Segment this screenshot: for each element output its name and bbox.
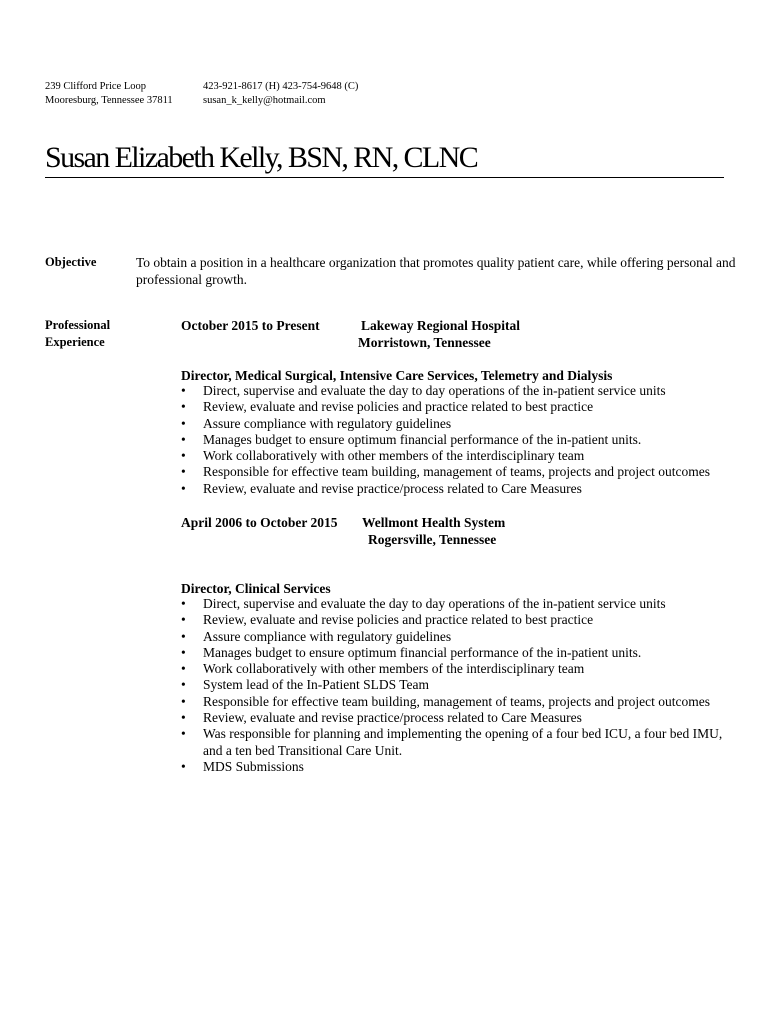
bullet-icon: •: [181, 710, 186, 726]
list-item: • Direct, supervise and evaluate the day to day operations of the in-patient service units: [181, 383, 666, 398]
contact-info: [203, 80, 358, 108]
job-1-bullet-list: [181, 383, 741, 497]
list-item: • Manages budget to ensure optimum financial performance of the in-patient units.: [181, 431, 642, 447]
page-title: Susan Elizabeth Kelly, BSN, RN, CLNC: [45, 141, 478, 174]
list-item: • Work collaboratively with other members of the interdisciplinary team: [181, 661, 585, 677]
list-item: • Review, evaluate and revise practice/process related to Care Measures: [181, 710, 582, 726]
job-1-title: Director, Medical Surgical, Intensive Care Services, Telemetry and Dialysis: [181, 368, 613, 383]
experience-label-line-2: Experience: [45, 335, 105, 349]
list-item: • Direct, supervise and evaluate the day to day operations of the in-patient service units: [181, 596, 666, 611]
bullet-icon: •: [181, 383, 186, 398]
list-item: • Responsible for effective team building, management of teams, projects and project outcomes: [181, 693, 710, 709]
address-line-1: 239 Clifford Price Loop: [45, 81, 147, 92]
objective-text: To obtain a position in a healthcare organization that promotes quality patient care, while offering personal and professional growth.: [136, 255, 736, 287]
bullet-icon: •: [181, 480, 186, 496]
bullet-icon: •: [181, 464, 186, 480]
bullet-icon: •: [181, 448, 186, 464]
list-item: • Review, evaluate and revise policies and practice related to best practice: [181, 612, 594, 628]
experience-label-line-1: Professional: [45, 318, 111, 332]
bullet-icon: •: [181, 726, 186, 742]
list-item: • Responsible for effective team building, management of teams, projects and project outcomes: [181, 464, 710, 480]
bullet-icon: •: [181, 612, 186, 628]
job-2-dates: April 2006 to October 2015: [181, 515, 338, 530]
bullet-icon: •: [181, 758, 186, 774]
job-1-location: Morristown, Tennessee: [358, 335, 491, 350]
bullet-icon: •: [181, 399, 186, 415]
bullet-icon: •: [181, 661, 186, 677]
contact-address: [45, 80, 173, 108]
job-2-employer: Wellmont Health System: [362, 515, 506, 530]
experience-label: [45, 317, 110, 351]
bullet-icon: •: [181, 415, 186, 431]
list-item: • Was responsible for planning and implementing the opening of a four bed ICU, a four bed IMU, and a ten bed Transitional Care Unit.: [181, 726, 723, 758]
list-item: • Work collaboratively with other members of the interdisciplinary team: [181, 448, 585, 464]
bullet-icon: •: [181, 644, 186, 660]
job-2-bullet-list: [181, 596, 741, 775]
job-2-title: Director, Clinical Services: [181, 581, 331, 596]
job-1-employer: Lakeway Regional Hospital: [361, 318, 521, 333]
address-line-2: Mooresburg, Tennessee 37811: [45, 95, 173, 106]
title-divider: [45, 177, 724, 178]
list-item: • Review, evaluate and revise policies and practice related to best practice: [181, 399, 594, 415]
phone-numbers: 423-921-8617 (H) 423-754-9648 (C): [203, 81, 359, 92]
bullet-icon: •: [181, 693, 186, 709]
job-2-location: Rogersville, Tennessee: [368, 532, 497, 547]
email-address[interactable]: susan_k_kelly@hotmail.com: [203, 95, 326, 106]
list-item: • Assure compliance with regulatory guidelines: [181, 628, 452, 644]
bullet-icon: •: [181, 596, 186, 611]
list-item: • System lead of the In-Patient SLDS Team: [181, 677, 430, 693]
job-1-dates: October 2015 to Present: [181, 318, 320, 333]
bullet-icon: •: [181, 677, 186, 693]
list-item: • Review, evaluate and revise practice/process related to Care Measures: [181, 480, 582, 496]
list-item: • Assure compliance with regulatory guidelines: [181, 415, 452, 431]
objective-label: Objective: [45, 255, 97, 269]
list-item: • Manages budget to ensure optimum financial performance of the in-patient units.: [181, 644, 642, 660]
bullet-icon: •: [181, 628, 186, 644]
list-item: • MDS Submissions: [181, 758, 304, 774]
bullet-icon: •: [181, 431, 186, 447]
